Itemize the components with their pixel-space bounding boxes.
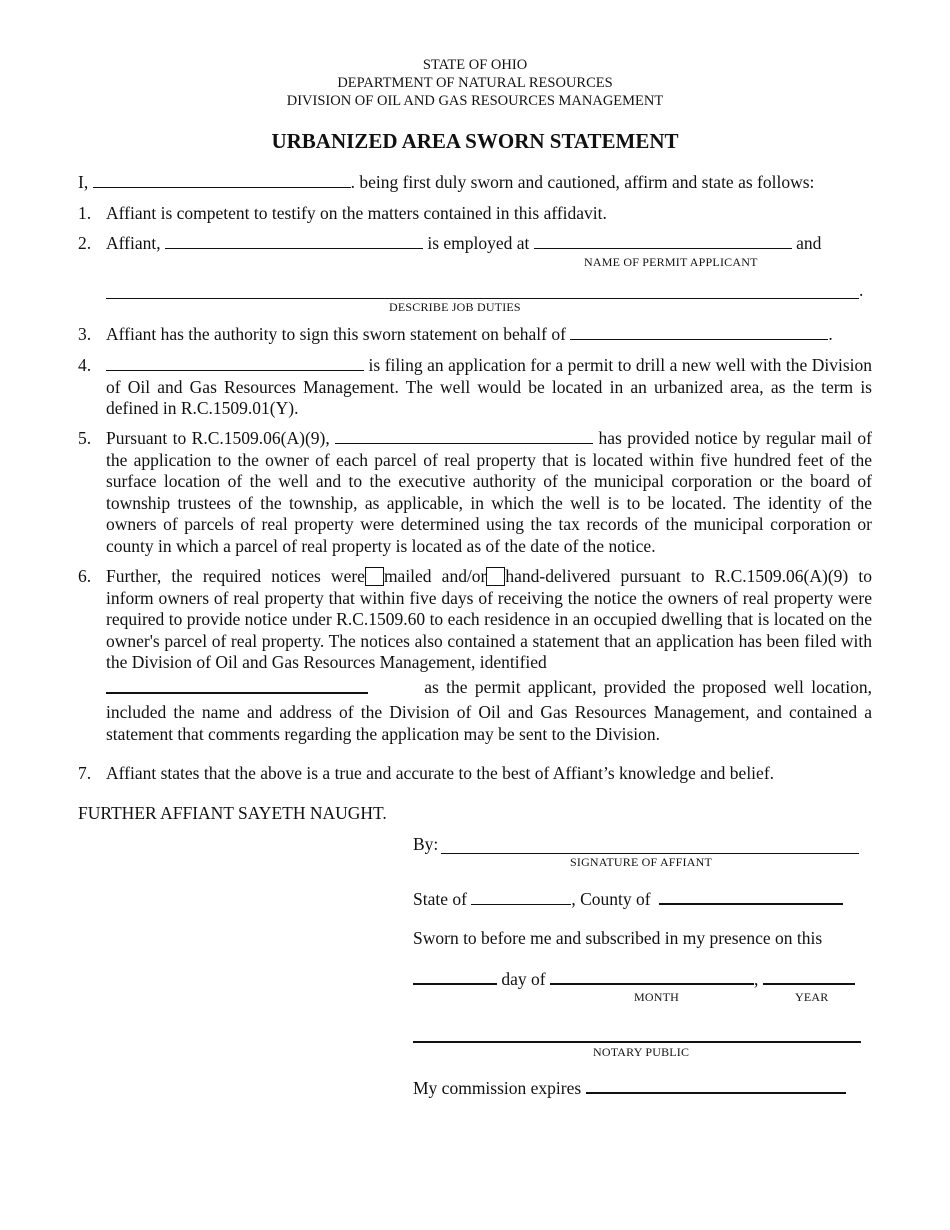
signature-field[interactable]: [441, 853, 859, 854]
caption-job-duties: DESCRIBE JOB DUTIES: [389, 300, 521, 314]
affiant-field[interactable]: [165, 233, 423, 249]
hand-delivered-label: hand-delivered pursuant to R.C.1509.06(A)(9): [505, 566, 849, 586]
county-field[interactable]: [659, 888, 843, 905]
item-2-and: and: [796, 233, 822, 253]
item-4-text: is filing an application for a permit to drill a new well with the Division of Oil and Gas Resources Management. The well would be located in an urbanized area, as the term is defined in R.C.1509.01(Y).: [106, 355, 873, 418]
item-number: 6.: [78, 566, 92, 586]
hand-delivered-checkbox[interactable]: [486, 567, 505, 586]
item-3-period: .: [828, 324, 833, 344]
item-1-text: Affiant is competent to testify on the matters contained in this affidavit.: [106, 203, 607, 223]
item-5-paragraph: [106, 428, 872, 557]
caption-notary: NOTARY PUBLIC: [593, 1045, 690, 1059]
caption-month: MONTH: [634, 990, 679, 1004]
item-2-affiant: Affiant,: [106, 233, 161, 253]
state-county-line: [413, 888, 843, 911]
intro-suffix: . being first duly sworn and cautioned, affirm and state as follows:: [350, 172, 815, 192]
state-of-label: State of: [413, 889, 467, 909]
commission-label: My commission expires: [413, 1078, 582, 1098]
item-6-text: to inform owners of real property that within five days of receiving the notice the owners of real property were required to provide notice under R.C.1509.60 to each residence in an occupied dwelling that is located on the owner's parcel of real property. The notices also contained a statement that an application has been filed with the Division of Oil and Gas Resources Management, identified: [106, 566, 873, 672]
item-3-text: Affiant has the authority to sign this sworn statement on behalf of: [106, 324, 566, 344]
intro-prefix: I,: [78, 172, 89, 192]
item-number: 7.: [78, 763, 92, 783]
day-of-label: day of: [501, 969, 546, 989]
item-number: 2.: [78, 233, 92, 253]
county-of-label: , County of: [571, 889, 651, 909]
applicant-field[interactable]: [106, 355, 364, 371]
item-5-lead: Pursuant to R.C.1509.06(A)(9),: [106, 428, 330, 448]
item-4-paragraph: [106, 355, 872, 420]
item-6-paragraph: [106, 566, 872, 674]
month-field[interactable]: [550, 968, 754, 985]
notice-provider-field[interactable]: [335, 428, 593, 444]
sworn-text: Sworn to before me and subscribed in my presence on this: [413, 928, 823, 948]
item-number: 3.: [78, 324, 92, 344]
state-field[interactable]: [471, 889, 571, 905]
closing-statement: FURTHER AFFIANT SAYETH NAUGHT.: [78, 803, 387, 823]
identified-applicant-field[interactable]: [106, 677, 368, 694]
header-division: DIVISION OF OIL AND GAS RESOURCES MANAGEMENT: [286, 93, 664, 109]
affiant-name-field[interactable]: [93, 172, 351, 188]
caption-permit-applicant: NAME OF PERMIT APPLICANT: [584, 255, 758, 269]
mailed-label: mailed and/or: [383, 566, 487, 586]
item-6-closing: included the name and address of the Division of Oil and Gas Resources Management, and contained a statement that comments regarding the application may be sent to the Division.: [106, 702, 872, 744]
item-5-text: has provided notice by regular mail of the application to the owner of each parcel of real property that is located within five hundred feet of the surface location of the well and to the executive authority of the municipal corporation or the board of township trustees of the township, as applicable, in which the well is to be located. The identity of the owners of parcels of real property were determined using the tax records of the municipal corporation or county in which a parcel of real property is located as of the date of the notice.: [106, 428, 872, 556]
mailed-checkbox[interactable]: [365, 567, 384, 586]
caption-signature: SIGNATURE OF AFFIANT: [570, 855, 713, 869]
date-line: [413, 968, 855, 991]
item-2-line: [106, 233, 821, 255]
day-field[interactable]: [413, 968, 497, 985]
job-duties-field[interactable]: [106, 298, 859, 299]
intro-line: [78, 172, 814, 194]
notary-signature-field[interactable]: [413, 1041, 861, 1043]
item-number: 1.: [78, 203, 92, 223]
date-comma: ,: [753, 969, 759, 989]
commission-line: [413, 1077, 846, 1100]
header-department: DEPARTMENT OF NATURAL RESOURCES: [337, 75, 613, 91]
header-state: STATE OF OHIO: [422, 57, 528, 73]
item-3-line: [106, 324, 833, 346]
year-field[interactable]: [763, 968, 855, 985]
permit-applicant-field[interactable]: [534, 233, 792, 249]
by-label: By:: [413, 834, 439, 854]
item-number: 4.: [78, 355, 92, 375]
item-6-applicant-line: [106, 677, 872, 699]
on-behalf-of-field[interactable]: [570, 324, 828, 340]
page-title: URBANIZED AREA SWORN STATEMENT: [271, 129, 679, 153]
item-2-period: .: [859, 280, 864, 300]
item-7-text: Affiant states that the above is a true and accurate to the best of Affiant’s knowledge and belief.: [106, 763, 775, 783]
caption-year: YEAR: [795, 990, 829, 1004]
item-6-permit-applicant: as the permit applicant, provided the proposed well location,: [424, 677, 872, 697]
item-2-employed: is employed at: [427, 233, 530, 253]
item-number: 5.: [78, 428, 92, 448]
commission-expires-field[interactable]: [586, 1077, 846, 1094]
item-6-lead: Further, the required notices were: [106, 566, 365, 586]
